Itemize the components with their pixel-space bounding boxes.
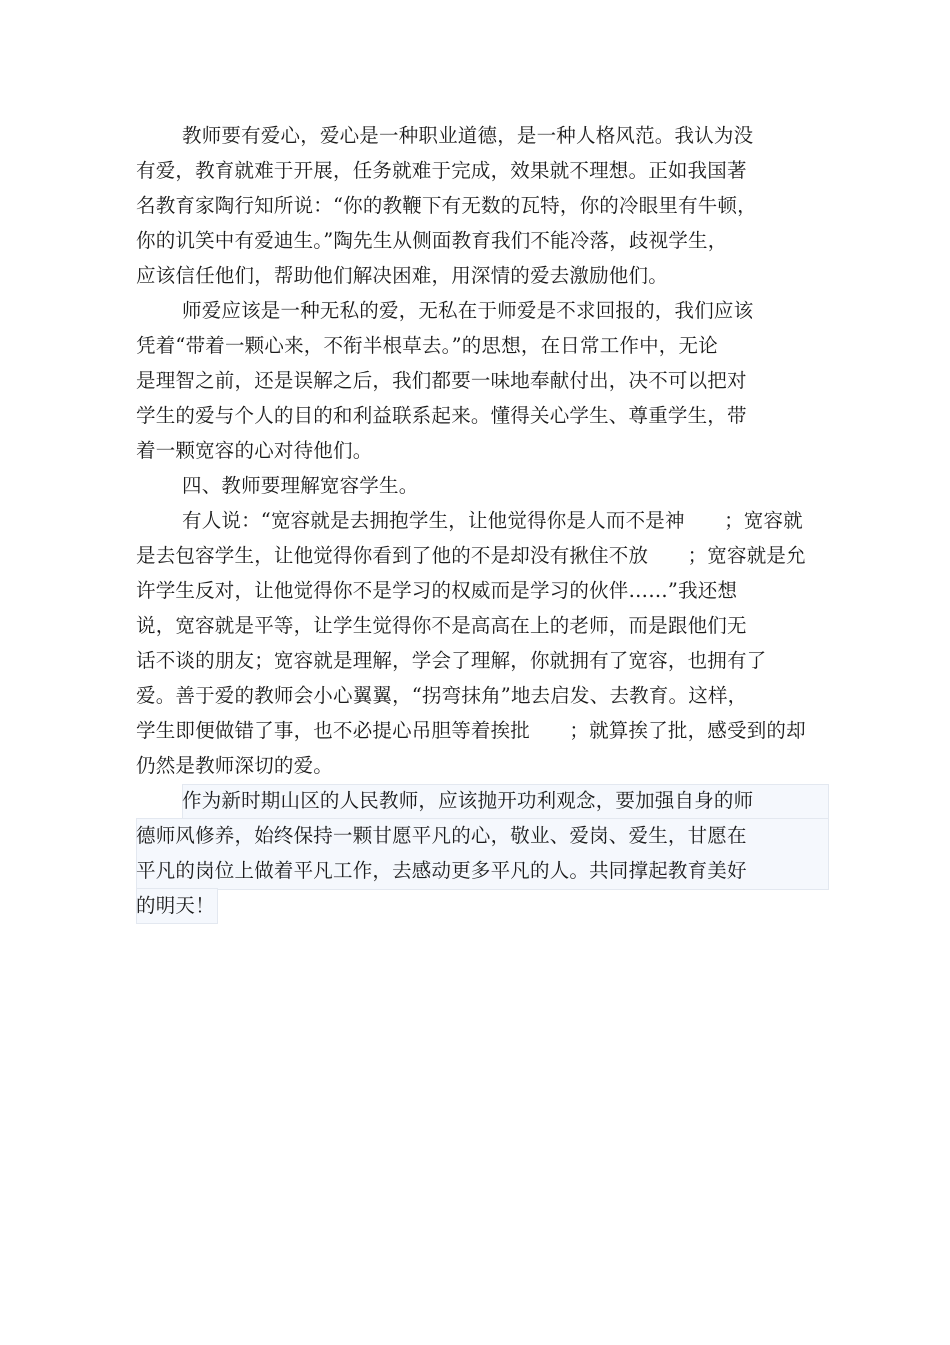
paragraph-1-line-5: 应该信任他们，帮助他们解决困难，用深情的爱去激励他们。 bbox=[136, 264, 668, 287]
paragraph-4-line-5: 话不谈的朋友；宽容就是理解，学会了理解，你就拥有了宽容，也拥有了 bbox=[136, 649, 767, 672]
paragraph-1-line-3: 名教育家陶行知所说：“你的教鞭下有无数的瓦特，你的冷眼里有牛顿， bbox=[136, 194, 757, 217]
paragraph-2-line-1: 师爱应该是一种无私的爱，无私在于师爱是不求回报的，我们应该 bbox=[182, 299, 754, 322]
paragraph-5-line-2: 德师风修养，始终保持一颗甘愿平凡的心，敬业、爱岗、爱生，甘愿在 bbox=[136, 824, 747, 847]
paragraph-2-line-2: 凭着“带着一颗心来，不衔半根草去。”的思想，在日常工作中，无论 bbox=[136, 334, 718, 357]
paragraph-2-line-4: 学生的爱与个人的目的和利益联系起来。懂得关心学生、尊重学生，带 bbox=[136, 404, 747, 427]
paragraph-4-line-7: 学生即便做错了事，也不必提心吊胆等着挨批 ；就算挨了批，感受到的却 bbox=[136, 719, 806, 742]
paragraph-4-line-1: 有人说：“宽容就是去拥抱学生，让他觉得你是人而不是神 ；宽容就 bbox=[182, 509, 803, 532]
paragraph-1-line-1: 教师要有爱心，爱心是一种职业道德，是一种人格风范。我认为没 bbox=[182, 124, 754, 147]
paragraph-4-line-8: 仍然是教师深切的爱。 bbox=[136, 754, 334, 777]
paragraph-4-line-4: 说，宽容就是平等，让学生觉得你不是高高在上的老师，而是跟他们无 bbox=[136, 614, 747, 637]
paragraph-2-line-5: 着一颗宽容的心对待他们。 bbox=[136, 439, 373, 462]
paragraph-5-line-3: 平凡的岗位上做着平凡工作，去感动更多平凡的人。共同撑起教育美好 bbox=[136, 859, 747, 882]
paragraph-5-line-4: 的明天！ bbox=[136, 894, 215, 917]
paragraph-1-line-4: 你的讥笑中有爱迪生。”陶先生从侧面教育我们不能冷落，歧视学生， bbox=[136, 229, 728, 252]
section-heading: 四、教师要理解宽容学生。 bbox=[182, 474, 419, 497]
paragraph-5-line-1: 作为新时期山区的人民教师，应该抛开功利观念，要加强自身的师 bbox=[182, 789, 754, 812]
paragraph-1-line-2: 有爱，教育就难于开展，任务就难于完成，效果就不理想。正如我国著 bbox=[136, 159, 747, 182]
paragraph-4-line-3: 许学生反对，让他觉得你不是学习的权威而是学习的伙伴……”我还想 bbox=[136, 579, 738, 602]
paragraph-4-line-2: 是去包容学生，让他觉得你看到了他的不是却没有揪住不放 ；宽容就是允 bbox=[136, 544, 806, 567]
paragraph-4-line-6: 爱。善于爱的教师会小心翼翼，“拐弯抹角”地去启发、去教育。这样， bbox=[136, 684, 748, 707]
paragraph-2-line-3: 是理智之前，还是误解之后，我们都要一味地奉献付出，决不可以把对 bbox=[136, 369, 747, 392]
